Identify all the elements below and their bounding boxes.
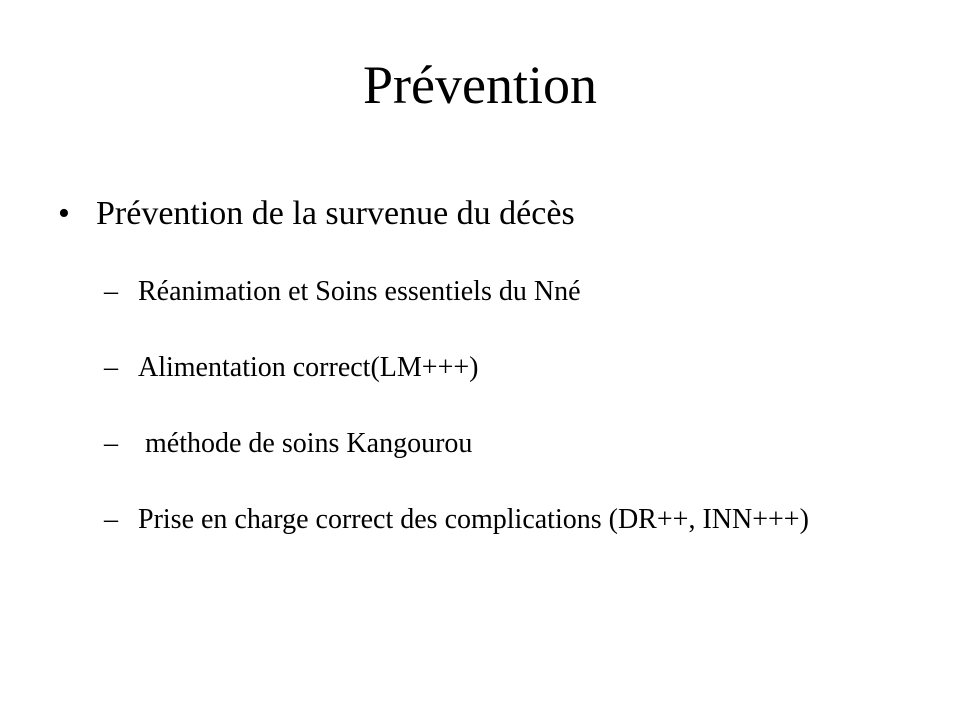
dash-marker: – xyxy=(104,504,118,535)
sub-item-kangourou xyxy=(58,406,918,482)
sub-item-text: Réanimation et Soins essentiels du Nné xyxy=(138,276,581,307)
sub-item-complications xyxy=(58,482,918,558)
bullet-marker: • xyxy=(58,195,70,232)
sub-item-text: Prise en charge correct des complications (DR++, INN+++) xyxy=(138,504,809,535)
slide-content xyxy=(58,188,918,558)
main-bullet-text: Prévention de la survenue du décès xyxy=(96,195,575,232)
dash-marker: – xyxy=(104,352,118,383)
slide-title: Prévention xyxy=(363,55,597,115)
sub-item-text: méthode de soins Kangourou xyxy=(138,428,473,459)
sub-item-reanimation xyxy=(58,254,918,330)
sub-bullet-list xyxy=(58,254,918,558)
dash-marker: – xyxy=(104,428,118,459)
sub-item-text: Alimentation correct(LM+++) xyxy=(138,352,479,383)
main-bullet xyxy=(58,188,918,240)
sub-item-alimentation xyxy=(58,330,918,406)
dash-marker: – xyxy=(104,276,118,307)
